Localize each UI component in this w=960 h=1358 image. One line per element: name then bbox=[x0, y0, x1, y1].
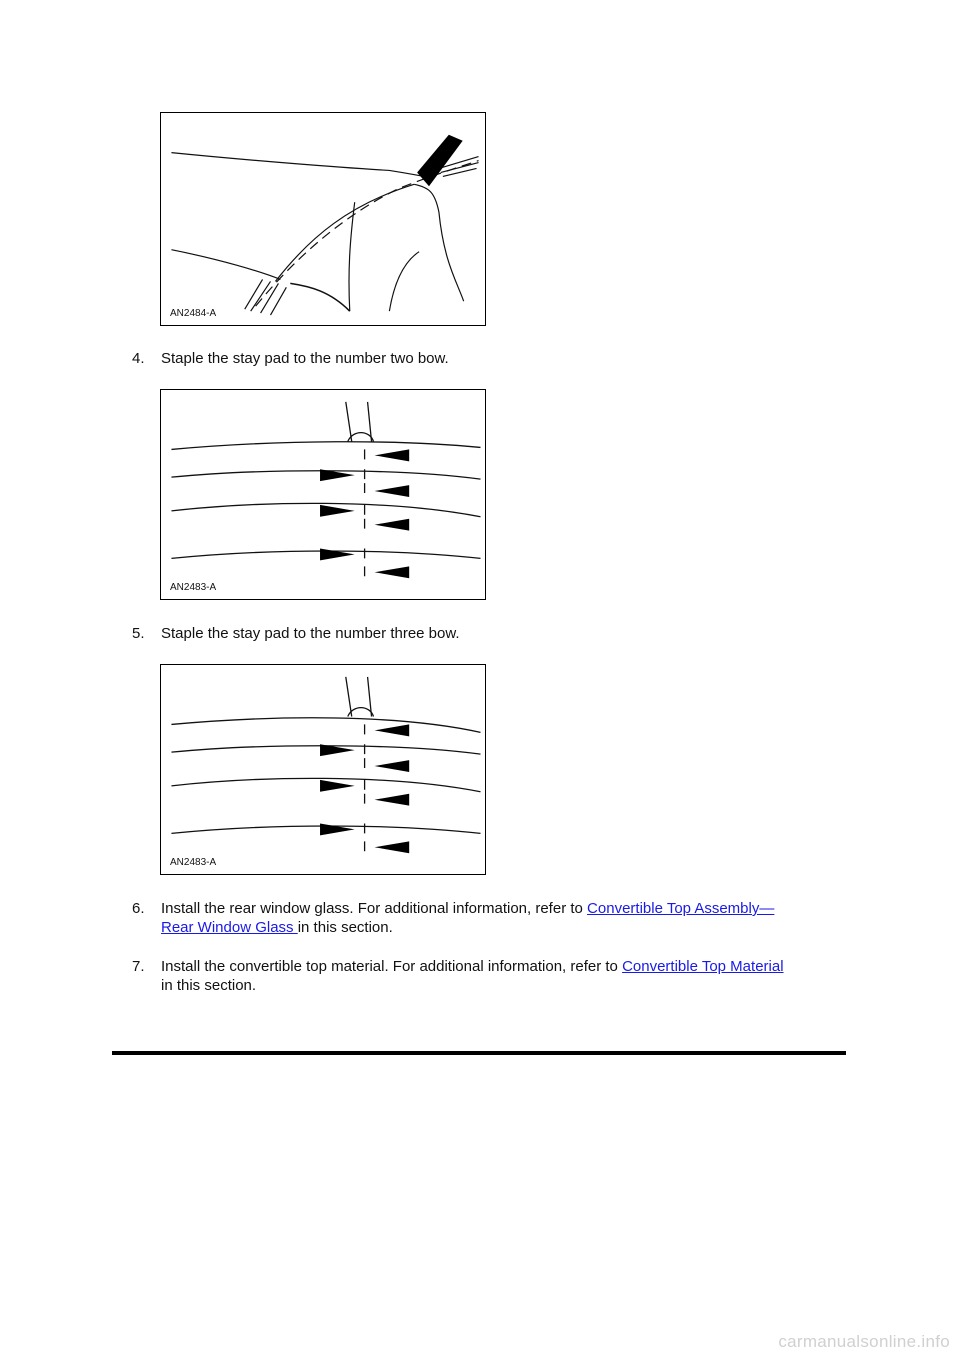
illustration-stay-pad-bow bbox=[161, 113, 485, 325]
link-convertible-top-assembly[interactable]: Convertible Top Assembly— bbox=[587, 900, 775, 917]
step-text: Staple the stay pad to the number two bow. bbox=[161, 350, 449, 367]
step-text: Install the convertible top material. For additional information, refer to Convertible Top Material in this section. bbox=[161, 958, 784, 994]
figure-an2483-2 bbox=[160, 664, 486, 875]
step-number: 5. bbox=[132, 625, 145, 642]
figure-code: AN2483-A bbox=[170, 857, 217, 868]
watermark: carmanualsonline.info bbox=[778, 1332, 950, 1351]
link-rear-window-glass[interactable]: Rear Window Glass bbox=[161, 919, 298, 936]
illustration-staple-bow-two bbox=[161, 390, 485, 599]
illustration-staple-bow-three bbox=[161, 665, 485, 874]
horizontal-rule bbox=[112, 1051, 846, 1055]
step-number: 4. bbox=[132, 350, 145, 367]
figure-code: AN2483-A bbox=[170, 582, 217, 593]
step-text: Install the rear window glass. For additional information, refer to Convertible Top Assembly— Rear Window Glass in this section. bbox=[161, 900, 775, 936]
arrow-icon bbox=[417, 135, 463, 187]
figure-an2483-1 bbox=[160, 389, 486, 600]
step-6 bbox=[132, 899, 852, 937]
figure-an2484 bbox=[160, 112, 486, 326]
step-text: Staple the stay pad to the number three bow. bbox=[161, 625, 460, 642]
step-7 bbox=[132, 957, 852, 995]
step-5 bbox=[132, 624, 852, 643]
figure-code: AN2484-A bbox=[170, 308, 217, 319]
step-number: 6. bbox=[132, 900, 145, 917]
step-number: 7. bbox=[132, 958, 145, 975]
step-4 bbox=[132, 349, 852, 368]
link-convertible-top-material[interactable]: Convertible Top Material bbox=[622, 958, 784, 975]
